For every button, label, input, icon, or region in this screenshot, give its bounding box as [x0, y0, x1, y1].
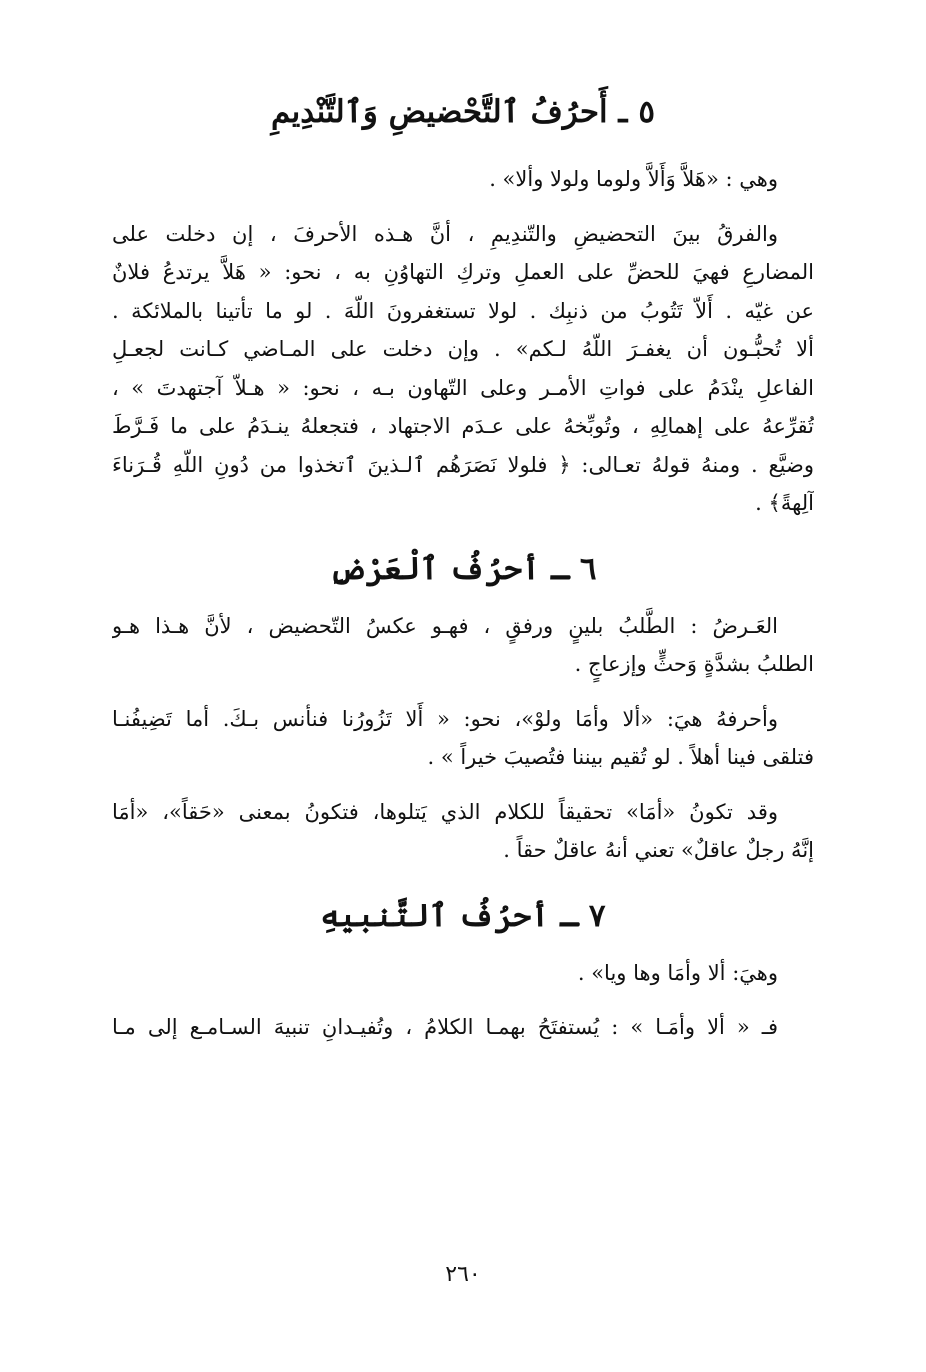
section-6-heading: ٦ ـ أحرُفُ ٱلْعَرْضِ	[329, 550, 597, 587]
paragraph-line: وأحرفهُ هيَ: «ألا وأمَا ولوْ»، نحو: « أَلا تَزُورُنا فنأنس بـكَ. أما تَضِيفُنـا	[112, 706, 778, 731]
paragraph-line: تُقرِّعهُ على إهمالِهِ ، وتُوبِّخهُ على عـدَم الاجتهاد ، فتجعلهُ ينـدَمُ على ما فَـرَّطَ	[112, 414, 814, 438]
paragraph-line: آلِهةً﴾ .	[755, 491, 814, 515]
section-7-intro: وهيَ: ألا وأمَا وها ويا» .	[577, 960, 778, 985]
paragraph-line: والفرقُ بينَ التحضيضِ والتّندِيمِ ، أنَّ هـذه الأحرفَ ، إن دخلت على	[112, 221, 778, 246]
page-content	[112, 90, 814, 1047]
paragraph-line: المضارعِ فهيَ للحضِّ على العملِ وتركِ التهاوُنِ به ، نحو: « هَلاَّ يرتدعُ فلانٌ	[112, 260, 814, 284]
section-7-paragraph	[112, 1008, 814, 1047]
section-7-heading: ٧ ـ أحرُفُ ٱلتَّنبيهِ	[320, 897, 606, 934]
section-5-heading: ٥ ـ أَحرُفُ ٱلتَّحْضيضِ وَٱلتَّنْدِيمِ	[271, 94, 655, 130]
section-6-paragraph-2	[112, 700, 814, 777]
paragraph-line: عن غيّه . أَلاّ تَتُوبُ من ذنبِك . لولا تستغفرونَ اللّهَ . لو ما تأتينا بالملائكة .	[112, 298, 814, 323]
paragraph-line: وقد تكونُ «أمَا» تحقيقاً للكلام الذي يَتلوها، فتكونُ بمعنى «حَقاً»، «أمَا	[112, 799, 778, 824]
section-6-paragraph-1	[112, 607, 814, 684]
paragraph-line: الطلبُ بشدَّةٍ وَحثٍّ وإزعاجٍ .	[574, 652, 814, 676]
paragraph-line: الفاعلِ ينْدَمُ على فواتِ الأمـر وعلى التّهاون بـه ، نحو: « هـلاّ آجتهدتَ » ،	[112, 375, 814, 400]
section-5-intro: وهي : «هَلاَّ وَأَلاَّ ولوما ولولا وألا» .	[489, 167, 778, 191]
paragraph-line: فـ « ألا وأمَـا » : يُستفتَحُ بهمـا الكلامُ ، وتُفيـدانِ تنبيهَ السـامـع إلى مـا	[112, 1015, 778, 1039]
page-number: ٢٦٠	[445, 1262, 481, 1287]
paragraph-line: ألا تُحبُّـون أن يغفـرَ اللّهُ لـكم» . وإن دخلت على المـاضي كـانت لجعـلِ	[112, 337, 814, 361]
paragraph-line: وضيَّع . ومنهُ قولهُ تعـالى: ﴿ فلولا نَصَرَهُم ٱلـذينَ ٱتخذوا من دُونِ اللّهِ قُـرَناءَ	[112, 452, 814, 477]
paragraph-line: إنَّهُ رجلٌ عاقلٌ» تعني أنهُ عاقلٌ حقاً .	[503, 838, 814, 862]
paragraph-line: فتلقى فينا أهلاً . لو تُقيم بيننا فتُصيبَ خيراً » .	[427, 745, 814, 769]
section-6-paragraph-3	[112, 793, 814, 870]
section-5-paragraph	[112, 215, 814, 523]
paragraph-line: العَـرضُ : الطَّلبُ بلينٍ ورفقٍ ، فهـو عكسُ التّحضيض ، لأنَّ هـذا هـو	[112, 613, 778, 638]
